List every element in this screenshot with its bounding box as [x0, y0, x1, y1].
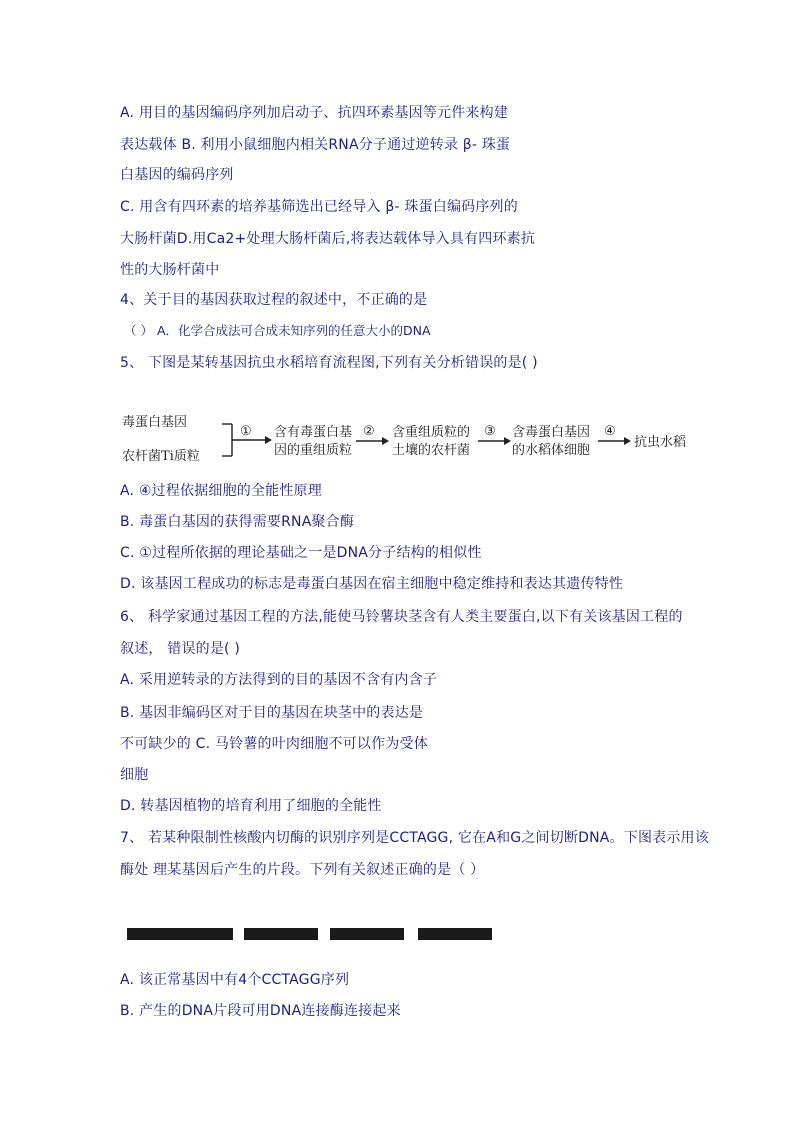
node-1-line-2: 因的重组质粒: [274, 443, 353, 458]
text-line: 白基因的编码序列: [120, 167, 234, 183]
step-1-label: ①: [240, 424, 252, 439]
text-line: 性的大肠杆菌中: [120, 262, 220, 278]
step-2-label: ②: [363, 424, 375, 439]
dna-fragment-bar: [127, 928, 233, 940]
question-6-stem-cont: 叙述， 错误的是( ): [120, 641, 241, 657]
step-4-label: ④: [604, 424, 616, 439]
text-line: 细胞: [120, 767, 149, 783]
question-4-option-a: （ ） A．化学合成法可合成未知序列的任意大小的DNA: [124, 323, 431, 338]
node-1-line-1: 含有毒蛋白基: [274, 425, 353, 440]
question-5-option-b: B. 毒蛋白基因的获得需要RNA聚合酶: [120, 514, 355, 530]
node-2-line-1: 含重组质粒的: [392, 425, 471, 440]
node-3-line-2: 的水稻体细胞: [512, 443, 591, 458]
question-4-stem: 4、关于目的基因获取过程的叙述中，不正确的是: [120, 292, 428, 308]
question-5-option-d: D. 该基因工程成功的标志是毒蛋白基因在宿主细胞中稳定维持和表达其遗传特性: [120, 576, 624, 592]
dna-fragment-bar: [244, 928, 318, 940]
transgenic-rice-flow-diagram: [120, 410, 700, 465]
node-3-line-1: 含毒蛋白基因: [512, 425, 591, 440]
question-7-stem: 7、 若某种限制性核酸内切酶的识别序列是CCTAGG, 它在A和G之间切断DNA。下图表示用该: [120, 830, 709, 846]
question-6-option-d: D. 转基因植物的培育利用了细胞的全能性: [120, 798, 382, 814]
node-2-line-2: 土壤的农杆菌: [392, 443, 471, 458]
text-line: 表达载体 B. 利用小鼠细胞内相关RNA分子通过逆转录 β- 珠蛋: [120, 137, 511, 153]
step-3-label: ③: [484, 424, 496, 439]
source-plasmid-label: 农杆菌Ti质粒: [122, 449, 200, 464]
source-gene-label: 毒蛋白基因: [122, 415, 188, 430]
dna-fragment-bar: [330, 928, 404, 940]
question-7-option-a: A. 该正常基因中有4个CCTAGG序列: [120, 972, 350, 988]
question-6-option-c: 不可缺少的 C. 马铃薯的叶肉细胞不可以作为受体: [120, 736, 428, 752]
question-7-option-b: B. 产生的DNA片段可用DNA连接酶连接起来: [120, 1003, 401, 1019]
question-5-option-a: A. ④过程依据细胞的全能性原理: [120, 483, 322, 499]
text-line: C. 用含有四环素的培养基筛选出已经导入 β- 珠蛋白编码序列的: [120, 199, 518, 215]
question-7-stem-cont: 酶处 理某基因后产生的片段。下列有关叙述正确的是（ ）: [120, 862, 485, 878]
text-line: 大肠杆菌D.用Ca2+处理大肠杆菌后,将表达载体导入具有四环素抗: [120, 231, 536, 247]
question-6-option-a: A. 采用逆转录的方法得到的目的基因不含有内含子: [120, 672, 438, 688]
text-line: A. 用目的基因编码序列加启动子、抗四环素基因等元件来构建: [120, 105, 509, 121]
question-6-stem: 6、 科学家通过基因工程的方法,能使马铃薯块茎含有人类主要蛋白,以下有关该基因工程的: [120, 609, 683, 625]
question-6-option-b: B. 基因非编码区对于目的基因在块茎中的表达是: [120, 705, 424, 721]
question-5-option-c: C. ①过程所依据的理论基础之一是DNA分子结构的相似性: [120, 545, 482, 561]
result-label: 抗虫水稻: [634, 435, 687, 450]
question-5-stem: 5、 下图是某转基因抗虫水稻培育流程图,下列有关分析错误的是( ): [120, 355, 538, 371]
dna-fragment-bar: [418, 928, 492, 940]
